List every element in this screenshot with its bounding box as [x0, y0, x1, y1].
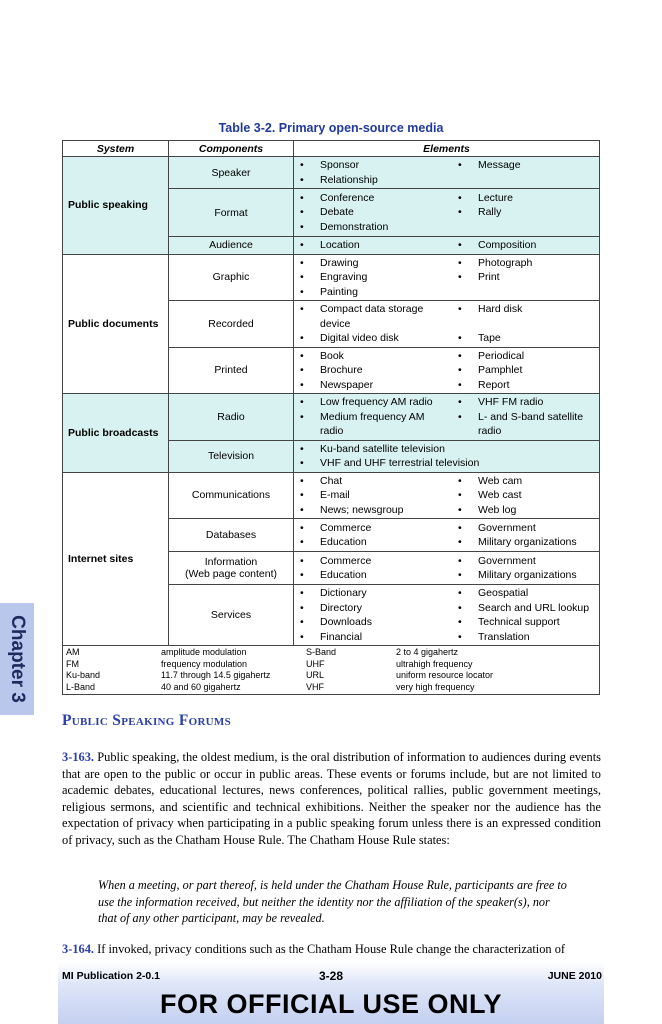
paragraph-text: If invoked, privacy conditions such as the Chatham House Rule change the characterization of [94, 942, 566, 956]
element-item: • Periodical [452, 349, 599, 364]
elements-list [294, 585, 599, 645]
element-item: • Military organizations [452, 568, 599, 583]
element-item: • Debate [294, 205, 452, 220]
table-header-row [63, 141, 600, 157]
element-item: • Relationship [294, 173, 452, 188]
elements-cell [294, 585, 600, 646]
element-item: • Demonstration [294, 220, 452, 235]
element-item: • Engraving [294, 270, 452, 285]
element-item: • Lecture [452, 191, 599, 206]
elements-cell [294, 189, 600, 237]
system-cell: Public speaking [63, 157, 169, 255]
section-title: Public Speaking Forums [62, 712, 232, 729]
legend-definition: uniform resource locator [396, 670, 494, 680]
legend-definition: amplitude modulation [161, 647, 247, 657]
elements-list [294, 301, 599, 347]
page-footer [58, 962, 604, 1024]
element-item: • Compact data storage device [294, 302, 452, 331]
component-cell: Recorded [169, 301, 294, 348]
elements-cell [294, 440, 600, 472]
legend-abbreviation: UHF [306, 658, 325, 669]
legend-definition: ultrahigh frequency [396, 658, 473, 669]
elements-list [294, 473, 599, 519]
element-item: • Tape [452, 331, 599, 346]
element-item: • Hard disk [452, 302, 599, 331]
legend-row [63, 646, 600, 695]
element-item: • Digital video disk [294, 331, 452, 346]
element-item: • Web cast [452, 488, 599, 503]
elements-cell [294, 519, 600, 552]
chapter-tab-label: Chapter 3 [7, 615, 28, 703]
paragraph-text: Public speaking, the oldest medium, is the oral distribution of information to audiences during events that are open to the public or occur in public areas. These events or forums include, but are not limited to academic debates, educational lectures, news conferences, political rallies, public government meetings, religious sermons, and scientific and technical exhibitions. Neither the speaker nor the audience has the expectation of privacy when participating in a public speaking forum unless there is an expressed condition of privacy, such as the Chatham House Rule. The Chatham House Rule states: [62, 750, 601, 847]
page-number: 3-28 [318, 969, 344, 983]
component-cell: Audience [169, 237, 294, 255]
elements-cell [294, 237, 600, 255]
element-item: • Downloads [294, 615, 452, 630]
header-system: System [63, 141, 169, 157]
component-cell: Databases [169, 519, 294, 552]
element-item: • Technical support [452, 615, 599, 630]
element-item: • Book [294, 349, 452, 364]
element-item: • Rally [452, 205, 599, 220]
element-item: • Chat [294, 474, 452, 489]
paragraph-number: 3-163. [62, 750, 95, 764]
element-item: • Directory [294, 601, 452, 616]
legend-definition: very high frequency [396, 681, 475, 692]
table-body [63, 157, 600, 695]
element-item: • Military organizations [452, 535, 599, 550]
system-cell: Public broadcasts [63, 394, 169, 473]
element-item: • Low frequency AM radio [294, 395, 452, 410]
elements-list [294, 553, 599, 584]
elements-list [294, 394, 599, 440]
element-item: • Composition [452, 238, 599, 253]
element-item: • Conference [294, 191, 452, 206]
element-item: • Geospatial [452, 586, 599, 601]
component-cell: Communications [169, 472, 294, 519]
publication-label: MI Publication 2-0.1 [62, 970, 161, 982]
publication-date: JUNE 2010 [547, 970, 602, 982]
legend-cell [63, 646, 600, 695]
paragraph-3-164 [62, 941, 601, 958]
element-item: • Web log [452, 503, 599, 518]
element-item: • Photograph [452, 256, 599, 271]
element-item: • L- and S-band satellite radio [452, 410, 599, 439]
component-cell: Format [169, 189, 294, 237]
element-item: • Search and URL lookup [452, 601, 599, 616]
abbreviation-legend [63, 646, 599, 694]
table-row [63, 157, 600, 189]
header-components: Components [169, 141, 294, 157]
element-item: • Education [294, 568, 452, 583]
legend-abbreviation: AM [66, 647, 80, 657]
element-item: • Commerce [294, 521, 452, 536]
element-item: • Newspaper [294, 378, 452, 393]
legend-abbreviation: S-Band [306, 647, 337, 657]
legend-abbreviation: VHF [306, 681, 324, 692]
table-row [63, 394, 600, 441]
classification-banner: FOR OFFICIAL USE ONLY [159, 989, 503, 1019]
table-row [63, 254, 600, 301]
element-item: • Web cam [452, 474, 599, 489]
elements-list [294, 157, 599, 188]
component-cell: Radio [169, 394, 294, 441]
component-cell: Speaker [169, 157, 294, 189]
elements-cell [294, 347, 600, 394]
elements-cell [294, 254, 600, 301]
element-item: • Financial [294, 630, 452, 645]
elements-list [294, 520, 599, 551]
elements-cell [294, 552, 600, 585]
element-item: • VHF FM radio [452, 395, 599, 410]
elements-cell [294, 301, 600, 348]
open-source-media-table [62, 140, 600, 695]
component-cell: Printed [169, 347, 294, 394]
element-item: • Commerce [294, 554, 452, 569]
header-elements: Elements [294, 141, 600, 157]
element-item: • Print [452, 270, 599, 285]
element-item: • Education [294, 535, 452, 550]
legend-definition: 11.7 through 14.5 gigahertz [161, 670, 271, 680]
element-item: • E-mail [294, 488, 452, 503]
element-item: • Location [294, 238, 452, 253]
element-item [452, 285, 599, 300]
paragraph-number: 3-164. [62, 942, 95, 956]
elements-cell [294, 394, 600, 441]
legend-abbreviation: Ku-band [66, 670, 101, 680]
elements-list [294, 348, 599, 394]
system-cell: Internet sites [63, 472, 169, 646]
component-cell: Television [169, 440, 294, 472]
element-item: • Medium frequency AM radio [294, 410, 452, 439]
elements-list [294, 255, 599, 301]
paragraph-3-163 [62, 749, 601, 848]
element-item: • Drawing [294, 256, 452, 271]
component-cell: Services [169, 585, 294, 646]
element-item: • VHF and UHF terrestrial television [294, 456, 599, 471]
table-row [63, 472, 600, 519]
element-item: • Painting [294, 285, 452, 300]
element-item: • Report [452, 378, 599, 393]
element-item: • Pamphlet [452, 363, 599, 378]
elements-list [294, 237, 599, 254]
element-item: • Translation [452, 630, 599, 645]
legend-definition: 40 and 60 gigahertz [161, 681, 241, 692]
legend-abbreviation: URL [306, 670, 325, 680]
component-cell: Information (Web page content) [169, 552, 294, 585]
chapter-tab [0, 603, 34, 715]
elements-cell [294, 157, 600, 189]
element-item [452, 220, 599, 235]
element-item: • Dictionary [294, 586, 452, 601]
element-item: • Message [452, 158, 599, 173]
component-cell: Graphic [169, 254, 294, 301]
elements-cell [294, 472, 600, 519]
legend-definition: 2 to 4 gigahertz [396, 647, 459, 657]
element-item: • News; newsgroup [294, 503, 452, 518]
elements-list [294, 190, 599, 236]
table-title: Table 3-2. Primary open-source media [218, 121, 444, 135]
element-item: • Ku-band satellite television [294, 442, 599, 457]
system-cell: Public documents [63, 254, 169, 394]
legend-abbreviation: L-Band [66, 681, 96, 692]
legend-abbreviation: FM [66, 658, 79, 669]
element-item: • Government [452, 521, 599, 536]
element-item: • Sponsor [294, 158, 452, 173]
elements-list [294, 441, 599, 472]
element-item [452, 173, 599, 188]
element-item: • Government [452, 554, 599, 569]
chatham-house-quote: When a meeting, or part thereof, is held under the Chatham House Rule, participants are free to use the information received, but neither the identity nor the affiliation of the speaker(s), nor that of any other participant, may be revealed. [98, 878, 567, 925]
legend-definition: frequency modulation [161, 658, 248, 669]
element-item: • Brochure [294, 363, 452, 378]
